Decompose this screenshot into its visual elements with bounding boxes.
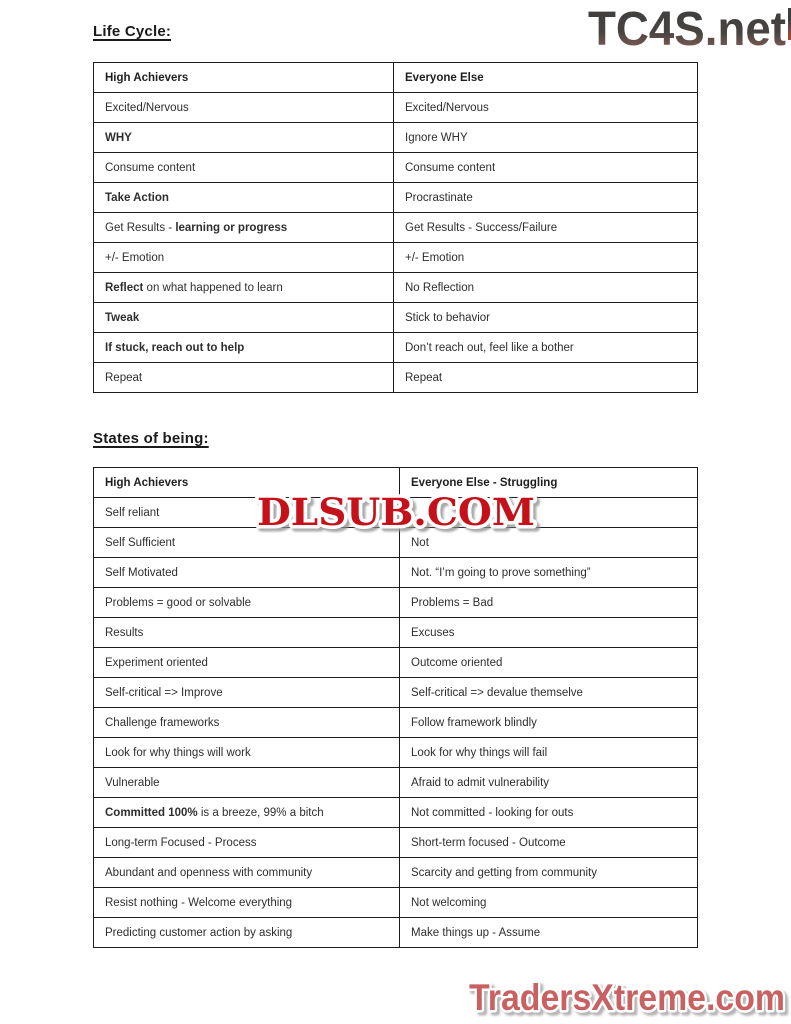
table-header-cell	[394, 63, 698, 93]
table-cell-text: Results	[105, 626, 144, 639]
watermark-tradersxtreme	[462, 974, 791, 1024]
table-cell-text: +/- Emotion	[405, 251, 465, 264]
table-row	[94, 738, 698, 768]
table-cell-text: Self Motivated	[105, 566, 178, 579]
table-cell	[394, 363, 698, 393]
table-row	[94, 588, 698, 618]
table-cell-text: Repeat	[405, 371, 443, 384]
table-cell	[400, 648, 698, 678]
table-row	[94, 123, 698, 153]
table-cell	[394, 153, 698, 183]
section-heading-states-of-being: States of being:	[93, 430, 209, 447]
table-cell-text: Tweak	[105, 311, 140, 324]
table-cell	[400, 588, 698, 618]
table-row	[94, 273, 698, 303]
table-cell-text: Make things up - Assume	[411, 926, 541, 939]
table-cell-text: Take Action	[105, 191, 169, 204]
table-row	[94, 918, 698, 948]
table-cell	[394, 333, 698, 363]
table-cell-text: Excited/Nervous	[405, 101, 489, 114]
table-cell	[400, 798, 698, 828]
watermark-dlsub	[250, 488, 542, 540]
table-row	[94, 798, 698, 828]
table-cell-text: Short-term focused - Outcome	[411, 836, 566, 849]
table-cell	[400, 678, 698, 708]
table-cell	[94, 273, 394, 303]
table-cell-text: Resist nothing - Welcome everything	[105, 896, 293, 909]
table-cell	[400, 708, 698, 738]
table-cell	[94, 678, 400, 708]
table-cell	[94, 153, 394, 183]
table-cell	[94, 123, 394, 153]
table-cell-text: Look for why things will work	[105, 746, 251, 759]
table-cell-text: Look for why things will fail	[411, 746, 548, 759]
watermark-tc4s	[583, 2, 791, 54]
table-cell-text: Outcome oriented	[411, 656, 503, 669]
table-cell	[394, 93, 698, 123]
table-row	[94, 888, 698, 918]
table-row	[94, 858, 698, 888]
table-cell-text: Not committed - looking for outs	[411, 806, 574, 819]
table-cell	[94, 333, 394, 363]
table-cell-text: Not. “I’m going to prove something”	[411, 566, 591, 579]
table-cell-text: Self-critical => devalue themselve	[411, 686, 583, 699]
table-cell	[94, 828, 400, 858]
table-cell-text: learning or progress	[175, 221, 288, 234]
table-cell	[400, 828, 698, 858]
table-cell	[94, 93, 394, 123]
table-cell	[94, 183, 394, 213]
table-cell-text: High Achievers	[105, 476, 189, 489]
table-cell-text: Self Sufficient	[105, 536, 176, 549]
table-cell-text: Stick to behavior	[405, 311, 491, 324]
table-cell-text: on what happened to learn	[143, 281, 283, 294]
table-cell	[94, 858, 400, 888]
life-cycle-table	[93, 62, 698, 393]
table-header-row	[94, 63, 698, 93]
table-row	[94, 618, 698, 648]
table-cell-text: Scarcity and getting from community	[411, 866, 597, 879]
table-cell	[94, 648, 400, 678]
table-cell-text: Predicting customer action by asking	[105, 926, 293, 939]
table-cell-text: Experiment oriented	[105, 656, 208, 669]
table-cell	[400, 558, 698, 588]
table-cell-text: Consume content	[105, 161, 196, 174]
table-cell	[400, 918, 698, 948]
table-cell	[394, 273, 698, 303]
table-cell-text: WHY	[105, 131, 132, 144]
table-row	[94, 153, 698, 183]
table-cell-text: Problems = good or solvable	[105, 596, 252, 609]
table-cell-text: Get Results - Success/Failure	[405, 221, 558, 234]
table-cell-text: Committed 100%	[105, 806, 198, 819]
table-cell	[94, 558, 400, 588]
section-heading-life-cycle: Life Cycle:	[93, 23, 172, 40]
table-cell	[400, 618, 698, 648]
table-cell	[94, 303, 394, 333]
table-cell-text: +/- Emotion	[105, 251, 165, 264]
table-row	[94, 183, 698, 213]
table-cell-text: If stuck, reach out to help	[105, 341, 245, 354]
table-cell	[394, 243, 698, 273]
table-cell-text: Excuses	[411, 626, 455, 639]
table-row	[94, 828, 698, 858]
table-cell	[94, 918, 400, 948]
table-cell-text: Get Results -	[105, 221, 176, 234]
table-cell-text: Consume content	[405, 161, 496, 174]
table-cell	[94, 738, 400, 768]
table-row	[94, 333, 698, 363]
table-cell-text: Afraid to admit vulnerability	[411, 776, 550, 789]
table-cell-text: Everyone Else	[405, 71, 484, 84]
table-cell	[94, 888, 400, 918]
table-cell	[94, 618, 400, 648]
table-row	[94, 303, 698, 333]
table-cell-text: Self reliant	[105, 506, 160, 519]
table-row	[94, 213, 698, 243]
watermark-tc4s-text: TC4S.net	[588, 3, 787, 56]
table-row	[94, 243, 698, 273]
table-cell-text: Repeat	[105, 371, 143, 384]
table-row	[94, 93, 698, 123]
table-cell-text: Challenge frameworks	[105, 716, 220, 729]
table-cell-text: No Reflection	[405, 281, 475, 294]
table-header-cell	[94, 63, 394, 93]
table-cell	[94, 363, 394, 393]
table-row	[94, 558, 698, 588]
table-cell-text: Not	[411, 536, 429, 549]
table-cell	[94, 768, 400, 798]
table-cell	[400, 858, 698, 888]
table-cell-text: Long-term Focused - Process	[105, 836, 257, 849]
table-cell-text: Reflect	[105, 281, 144, 294]
table-cell	[400, 888, 698, 918]
table-cell-text: Problems = Bad	[411, 596, 494, 609]
table-cell	[400, 768, 698, 798]
table-row	[94, 678, 698, 708]
table-cell-text: Procrastinate	[405, 191, 473, 204]
table-cell	[94, 798, 400, 828]
table-cell-text: Vulnerable	[105, 776, 160, 789]
table-row	[94, 363, 698, 393]
table-cell-text: High Achievers	[105, 71, 189, 84]
table-cell	[94, 213, 394, 243]
table-cell	[94, 708, 400, 738]
table-cell-text: Abundant and openness with community	[105, 866, 313, 879]
table-cell-text: Everyone Else - Struggling	[411, 476, 558, 489]
table-cell-text: is a breeze, 99% a bitch	[197, 806, 324, 819]
table-cell-text: Not welcoming	[411, 896, 487, 909]
table-cell	[94, 588, 400, 618]
watermark-dlsub-text: DLSUB.COM	[257, 490, 535, 534]
table-cell-text: Ignore WHY	[405, 131, 468, 144]
table-row	[94, 768, 698, 798]
table-cell-text: Don’t reach out, feel like a bother	[405, 341, 574, 354]
watermark-tradersxtreme-text: TradersXtreme.com	[469, 977, 785, 1018]
table-cell-text: Excited/Nervous	[105, 101, 189, 114]
table-row	[94, 708, 698, 738]
table-cell-text: Self-critical => Improve	[105, 686, 223, 699]
table-cell	[394, 303, 698, 333]
table-cell	[394, 213, 698, 243]
table-cell	[94, 243, 394, 273]
table-row	[94, 648, 698, 678]
table-cell-text: Follow framework blindly	[411, 716, 537, 729]
table-cell	[394, 183, 698, 213]
table-cell	[394, 123, 698, 153]
table-cell	[400, 738, 698, 768]
